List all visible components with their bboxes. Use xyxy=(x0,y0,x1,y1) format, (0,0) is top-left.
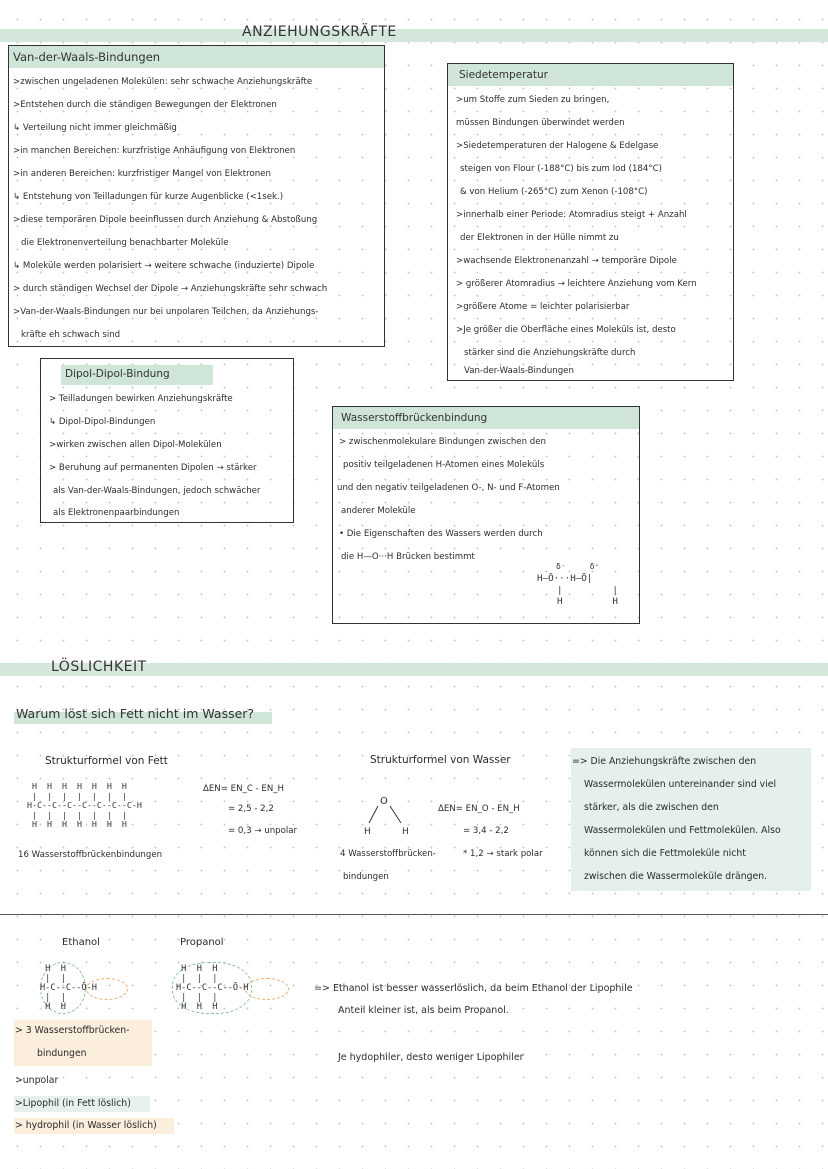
conclusion-line: Wassermolekülen und Fettmolekülen. Also xyxy=(584,825,781,836)
siede-line: der Elektronen in der Hülle nimmt zu xyxy=(460,233,619,243)
siede-line: >Siedetemperaturen der Halogene & Edelgase xyxy=(456,141,659,151)
ethanol-note: > hydrophil (in Wasser löslich) xyxy=(15,1120,157,1131)
water-molecule-drawing xyxy=(360,792,430,842)
wasser-en-line: * 1,2 → stark polar xyxy=(463,849,543,859)
conclusion-line: können sich die Fettmoleküle nicht xyxy=(584,848,746,859)
wasser-note: bindungen xyxy=(343,872,389,882)
hbond-charges: δ⁻ δ⁺ xyxy=(556,562,600,571)
page-title: ANZIEHUNGSKRÄFTE xyxy=(242,24,397,40)
fett-note: 16 Wasserstoffbrückenbindungen xyxy=(18,850,163,860)
conclusion-line: zwischen die Wassermoleküle drängen. xyxy=(584,871,768,882)
vdw-line: > durch ständigen Wechsel der Dipole → Anziehungskräfte sehr schwach xyxy=(13,284,328,294)
wasserstoff-line: > zwischenmolekulare Bindungen zwischen den xyxy=(339,437,546,447)
wasser-en-line: ΔEN= EN_O - EN_H xyxy=(438,804,520,814)
comparison-line: Je hydophiler, desto weniger Lipophiler xyxy=(338,1052,524,1063)
title-band xyxy=(0,29,828,42)
conclusion-line: stärker, als die zwischen den xyxy=(584,802,719,813)
hbond-bars: | | xyxy=(557,585,618,596)
conclusion-line: => Die Anziehungskräfte zwischen den xyxy=(572,756,757,767)
dipol-line: > Teilladungen bewirken Anziehungskräfte xyxy=(49,394,233,404)
fett-en-line: = 2,5 - 2,2 xyxy=(228,804,274,814)
hbond-h: H H xyxy=(557,596,618,607)
siede-line: >Je größer die Oberfläche eines Moleküls ist, desto xyxy=(456,325,676,335)
dipol-title: Dipol-Dipol-Bindung xyxy=(65,368,170,380)
ethanol-note: >unpolar xyxy=(15,1075,59,1086)
wasserstoff-line: • Die Eigenschaften des Wassers werden durch xyxy=(339,529,543,539)
siede-line: Van-der-Waals-Bindungen xyxy=(464,366,574,376)
dipol-line: als Van-der-Waals-Bindungen, jedoch schwächer xyxy=(53,486,261,496)
ethanol-note: bindungen xyxy=(37,1048,87,1059)
wasserstoff-title: Wasserstoffbrückenbindung xyxy=(341,412,488,424)
section-divider xyxy=(0,914,828,915)
conclusion-line: Wassermolekülen untereinander sind viel xyxy=(584,779,777,790)
vdw-line: ↳ Entstehung von Teilladungen für kurze Augenblicke (<1sek.) xyxy=(13,192,284,202)
wasserstoff-line: die H—O···H Brücken bestimmt xyxy=(341,552,475,562)
propanol-hydrophil-marker xyxy=(245,978,289,1000)
wasserstoff-line: und den negativ teilgeladenen O-, N- und F-Atomen xyxy=(337,483,560,493)
ethanol-note: > 3 Wasserstoffbrücken- xyxy=(15,1025,130,1036)
siede-line: >wachsende Elektronenanzahl → temporäre Dipole xyxy=(456,256,677,266)
water-atom-h: H xyxy=(364,827,371,837)
propanol-title: Propanol xyxy=(180,937,224,948)
propanol-formula: H H H | | | H-C--C--C--Ō-H | | | H H H xyxy=(176,964,249,1012)
siede-line: stärker sind die Anziehungskräfte durch xyxy=(464,348,636,358)
dipol-line: > Beruhung auf permanenten Dipolen → stärker xyxy=(49,463,257,473)
hbond-formula: H—Ō···H—Ō| xyxy=(537,573,593,584)
wasser-note: 4 Wasserstoffbrücken- xyxy=(340,849,436,859)
fett-title: Strukturformel von Fett xyxy=(45,755,168,767)
vdw-line: >zwischen ungeladenen Molekülen: sehr schwache Anziehungskräfte xyxy=(13,77,313,87)
question-text: Warum löst sich Fett nicht im Wasser? xyxy=(16,706,255,721)
dipol-box xyxy=(40,358,294,523)
wasserstoff-box xyxy=(332,406,640,624)
vdw-line: ↳ Verteilung nicht immer gleichmäßig xyxy=(13,123,177,133)
siede-line: >innerhalb einer Periode: Atomradius steigt + Anzahl xyxy=(456,210,687,220)
wasserstoff-line: positiv teilgeladenen H-Atomen eines Moleküls xyxy=(343,460,545,470)
comparison-line: => Ethanol ist besser wasserlöslich, da beim Ethanol der Lipophile xyxy=(314,983,633,994)
loeslichkeit-title: LÖSLICHKEIT xyxy=(51,659,147,675)
vdw-title: Van-der-Waals-Bindungen xyxy=(13,50,161,64)
fett-en-line: ΔEN= EN_C - EN_H xyxy=(203,784,285,794)
siede-line: >größere Atome = leichter polarisierbar xyxy=(456,302,630,312)
dipol-line: ↳ Dipol-Dipol-Bindungen xyxy=(49,417,156,427)
siede-line: >um Stoffe zum Sieden zu bringen, xyxy=(456,95,610,105)
vdw-box xyxy=(8,45,385,347)
siede-box xyxy=(447,63,734,381)
siede-line: steigen von Flour (-188°C) bis zum Iod (184°C) xyxy=(460,164,662,174)
siede-line: > größerer Atomradius → leichtere Anziehung vom Kern xyxy=(456,279,697,289)
dipol-line: als Elektronenpaarbindungen xyxy=(53,508,180,518)
siede-line: & von Helium (-265°C) zum Xenon (-108°C) xyxy=(460,187,648,197)
vdw-line: >in manchen Bereichen: kurzfristige Anhäufigung von Elektronen xyxy=(13,146,296,156)
vdw-line: kräfte eh schwach sind xyxy=(21,330,121,340)
vdw-line: >Van-der-Waals-Bindungen nur bei unpolaren Teilchen, da Anziehungs- xyxy=(13,307,319,317)
vdw-line: >in anderen Bereichen: kurzfristiger Mangel von Elektronen xyxy=(13,169,271,179)
dipol-line: >wirken zwischen allen Dipol-Molekülen xyxy=(49,440,222,450)
siede-line: müssen Bindungen überwindet werden xyxy=(456,118,625,128)
comparison-line: Anteil kleiner ist, als beim Propanol. xyxy=(338,1005,509,1016)
vdw-line: die Elektronenverteilung benachbarter Moleküle xyxy=(21,238,229,248)
vdw-line: ↳ Moleküle werden polarisiert → weitere schwache (induzierte) Dipole xyxy=(13,261,315,271)
vdw-line: >Entstehen durch die ständigen Bewegungen der Elektronen xyxy=(13,100,277,110)
wasser-en-line: = 3,4 - 2,2 xyxy=(463,826,509,836)
ethanol-title: Ethanol xyxy=(62,937,100,948)
water-atom-o: O xyxy=(380,796,388,807)
vdw-line: >diese temporären Dipole beeinflussen durch Anziehung & Abstoßung xyxy=(13,215,318,225)
ethanol-note: >Lipophil (in Fett löslich) xyxy=(15,1098,131,1109)
siede-title: Siedetemperatur xyxy=(459,69,548,81)
ethanol-formula: H H | | H-C--C--Ō-H | | H H xyxy=(40,964,97,1012)
water-atom-h: H xyxy=(402,827,409,837)
wasser-title: Strukturformel von Wasser xyxy=(370,754,511,766)
fett-formula: H H H H H H H | | | | | | | H-C--C--C--C--C--C--C-H | | | | | | | H H H H H H H xyxy=(27,781,142,829)
fett-en-line: = 0,3 → unpolar xyxy=(228,826,298,836)
wasserstoff-line: anderer Moleküle xyxy=(341,506,416,516)
